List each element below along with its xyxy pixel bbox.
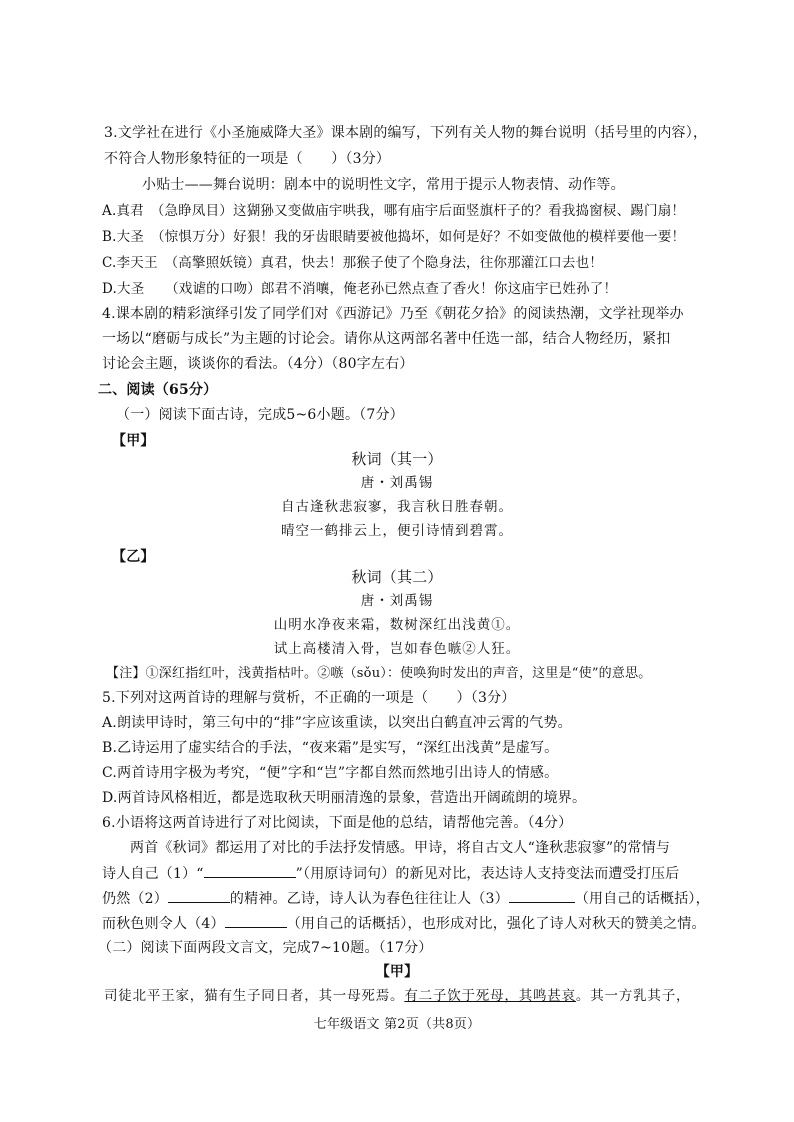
section-title-reading: 二、阅读（65分） — [98, 382, 218, 398]
q6-paragraph-line2 — [102, 863, 679, 884]
q6-paragraph-line3 — [102, 888, 710, 909]
q6-line3-text-b: 的精神。乙诗，诗人认为春色往往让人（3） — [229, 891, 509, 907]
wenyan-text-pre: 司徒北平王家，猫有生子同日者，其一母死焉。 — [104, 988, 405, 1004]
wenyan-underlined-sentence: 有二子饮于死母，其鸣甚哀 — [404, 988, 576, 1004]
answer-blank-1[interactable] — [204, 863, 296, 878]
wenyan-label: 【甲】 — [375, 964, 419, 980]
poem-note: 【注】①深红指红叶，浅黄指枯叶。②嗾（sǒu）：使唤狗时发出的声音，这里是“使”的意思。 — [106, 666, 652, 681]
q3-stem-line2: 不符合人物形象特征的一项是（ ）（3分） — [104, 151, 391, 167]
q5-stem: 5.下列对这两首诗的理解与赏析，不正确的一项是（ ）（3分） — [102, 690, 516, 706]
poem1-line2: 晴空一鹤排云上，便引诗情到碧霄。 — [281, 523, 513, 539]
q5-option-a: A.朗读甲诗时，第三句中的“排”字应该重读，以突出白鹤直冲云霄的气势。 — [102, 715, 572, 731]
q3-stem-line1: 3.文学社在进行《小圣施威降大圣》课本剧的编写，下列有关人物的舞台说明（括号里的内容）， — [104, 125, 708, 141]
poem1-author: 唐・刘禹锡 — [360, 475, 434, 491]
poem2-line2: 试上高楼清入骨，岂如春色嗾②人狂。 — [273, 641, 521, 657]
page-footer: 七年级语文 第2页（共8页） — [313, 1017, 481, 1032]
poem2-title: 秋词（其二） — [351, 568, 443, 586]
q6-stem: 6.小语将这两首诗进行了对比阅读，下面是他的总结，请帮他完善。（4分） — [102, 815, 573, 831]
q6-paragraph-line4 — [102, 913, 706, 934]
q6-paragraph-line1: 两首《秋词》都运用了对比的手法抒发情感。甲诗，将自古文人“逢秋悲寂寥”的常情与 — [130, 840, 671, 856]
q3-option-b: B.大圣 （惊惧万分）好狠！我的牙齿眼睛要被他捣坏，如何是好？不如变做他的模样要他一要！ — [102, 229, 686, 245]
part1-instruction: （一）阅读下面古诗，完成5~6小题。（7分） — [116, 407, 404, 423]
part2-instruction: （二）阅读下面两段文言文，完成7~10题。（17分） — [98, 940, 433, 956]
q6-line4-text-a: 而秋色则令人（4） — [102, 916, 225, 932]
q6-line4-text-b: （用自己的话概括），也形成对比，强化了诗人对秋天的赞美之情。 — [286, 916, 706, 932]
q5-option-c: C.两首诗用字极为考究，“便”字和“岂”字都自然而然地引出诗人的情感。 — [102, 765, 559, 781]
q6-line3-text-c: （用自己的话概括）， — [574, 891, 710, 907]
q3-tip: 小贴士——舞台说明：剧本中的说明性文字，常用于提示人物表情、动作等。 — [142, 177, 625, 193]
q4-line3: 讨论会主题，谈谈你的看法。（4分）（80字左右） — [102, 356, 414, 372]
poem1-line1: 自古逢秋悲寂寥，我言秋日胜春朝。 — [281, 499, 513, 515]
poem2-line1: 山明水净夜来霜，数树深红出浅黄①。 — [273, 617, 521, 633]
q6-line3-text-a: 仍然（2） — [102, 891, 168, 907]
poem2-label: 【乙】 — [112, 549, 155, 565]
answer-blank-4[interactable] — [225, 913, 287, 928]
wenyan-passage-line1 — [104, 986, 690, 1006]
poem1-title: 秋词（其一） — [351, 450, 443, 468]
q4-line1: 4.课本剧的精彩演绎引发了同学们对《西游记》乃至《朝花夕拾》的阅读热潮，文学社现举办 — [102, 306, 684, 322]
q3-option-c: C.李天王 （高擎照妖镜）真君，快去！那猴子使了个隐身法，往你那灌江口去也！ — [102, 255, 603, 271]
q3-option-a: A.真君 （急睁凤目）这猢狲又变做庙宇哄我，哪有庙宇后面竖旗杆子的？看我捣窗棂、踢门扇！ — [102, 203, 686, 219]
q6-line2-text-b: ”（用原诗词句）的新见对比，表达诗人支持变法而遭受打压后 — [295, 866, 680, 882]
poem1-label: 【甲】 — [112, 433, 155, 449]
answer-blank-3[interactable] — [509, 888, 575, 903]
wenyan-text-post: 。其一方乳其子， — [575, 988, 691, 1004]
q6-line2-text-a: 诗人自己（1）“ — [102, 866, 204, 882]
q4-line2: 一场以“磨砺与成长”为主题的讨论会。请你从这两部名著中任选一部，结合人物经历，紧扣 — [102, 331, 671, 347]
answer-blank-2[interactable] — [168, 888, 230, 903]
poem2-author: 唐・刘禹锡 — [360, 593, 434, 609]
q5-option-d: D.两首诗风格相近，都是选取秋天明丽清逸的景象，营造出开阔疏朗的境界。 — [102, 790, 587, 806]
q3-option-d: D.大圣 （戏谑的口吻）郎君不消嚷，俺老孙已然点查了香火！你这庙宇已姓孙了！ — [102, 281, 618, 297]
q5-option-b: B.乙诗运用了虚实结合的手法，“夜来霜”是实写，“深红出浅黄”是虚写。 — [102, 740, 559, 756]
